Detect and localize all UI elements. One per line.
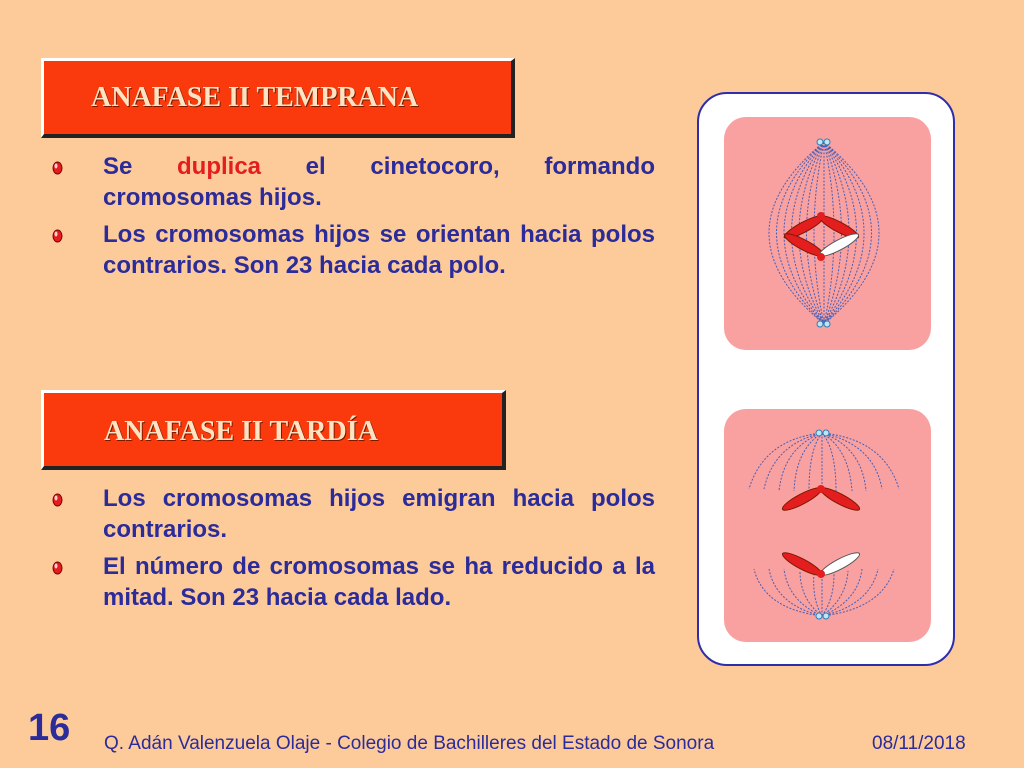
page-number: 16 bbox=[28, 707, 71, 749]
bullet-list-temprana bbox=[52, 151, 655, 287]
footer-author: Q. Adán Valenzuela Olaje - Colegio de Bachilleres del Estado de Sonora bbox=[104, 733, 715, 754]
highlight-duplica: duplica bbox=[177, 153, 262, 180]
late-anaphase-spindle-icon bbox=[724, 409, 931, 642]
title-anafase-tardia bbox=[41, 390, 506, 470]
red-bullet-icon bbox=[52, 229, 63, 243]
bullet-text-post: el cinetocoro, formando cromosomas hijos. bbox=[103, 153, 656, 211]
red-bullet-icon bbox=[52, 161, 63, 175]
bullet-item bbox=[52, 483, 655, 545]
bullet-text: El número de cromosomas se ha reducido a la mitad. Son 23 hacia cada lado. bbox=[103, 553, 655, 611]
late-anaphase-cell-diagram bbox=[724, 409, 931, 642]
bullet-item bbox=[52, 551, 655, 613]
bullet-item bbox=[52, 151, 655, 213]
title-anafase-tardia-text: ANAFASE II TARDÍA bbox=[104, 416, 378, 447]
red-bullet-icon bbox=[52, 561, 63, 575]
bullet-text-pre: Se bbox=[103, 153, 178, 180]
early-anaphase-cell-diagram bbox=[724, 117, 931, 350]
bullet-item bbox=[52, 219, 655, 281]
bullet-text: Los cromosomas hijos se orientan hacia polos contrarios. Son 23 hacia cada polo. bbox=[103, 221, 655, 279]
title-anafase-temprana bbox=[41, 58, 515, 138]
bullet-text: Los cromosomas hijos emigran hacia polos contrarios. bbox=[103, 485, 655, 543]
early-anaphase-spindle-icon bbox=[724, 117, 931, 350]
red-bullet-icon bbox=[52, 493, 63, 507]
title-anafase-temprana-text: ANAFASE II TEMPRANA bbox=[91, 82, 419, 113]
bullet-list-tardia bbox=[52, 483, 655, 619]
footer-date: 08/11/2018 bbox=[872, 733, 966, 754]
